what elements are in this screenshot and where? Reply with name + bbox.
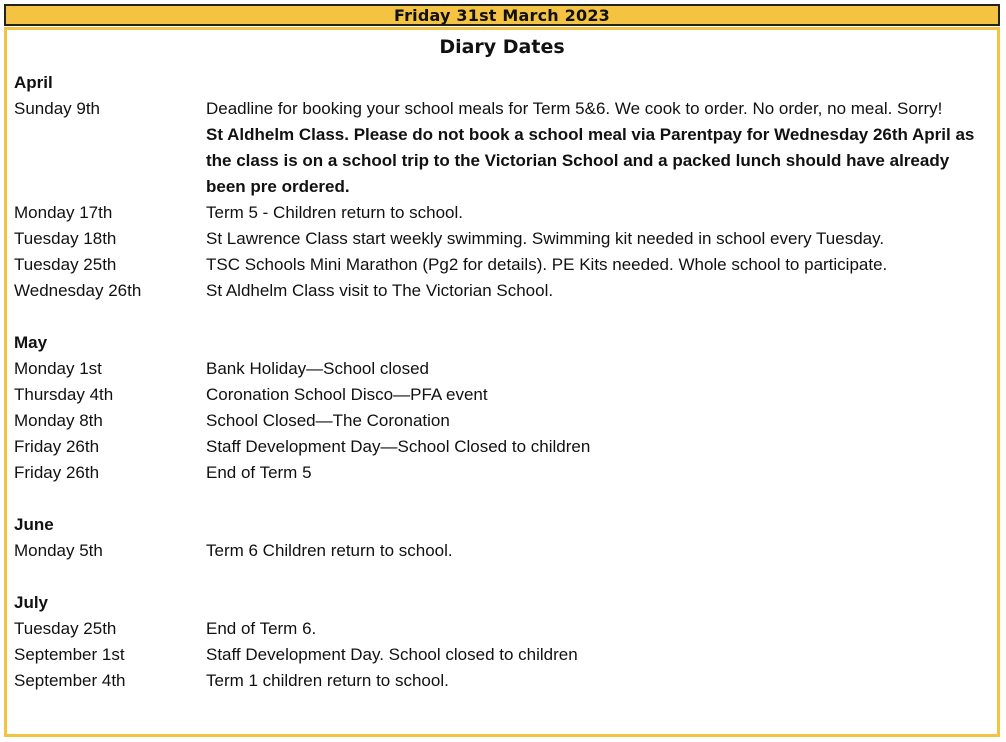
entry-date: Tuesday 25th xyxy=(14,255,117,274)
entry-date: Tuesday 18th xyxy=(14,229,117,248)
entry-description: Coronation School Disco—PFA event xyxy=(206,385,488,404)
entry-date: September 4th xyxy=(14,671,126,690)
entry-date: Monday 17th xyxy=(14,203,113,222)
diary-entry xyxy=(14,616,989,642)
diary-entry xyxy=(14,252,989,278)
section-spacer xyxy=(14,486,989,512)
diary-entry xyxy=(14,408,989,434)
entry-description: Term 1 children return to school. xyxy=(206,671,449,690)
entry-description: Term 5 - Children return to school. xyxy=(206,203,463,222)
diary-entry xyxy=(14,200,989,226)
entry-description: Term 6 Children return to school. xyxy=(206,541,453,560)
entry-description: Bank Holiday—School closed xyxy=(206,359,430,378)
entry-date: Monday 8th xyxy=(14,411,103,430)
entry-date: September 1st xyxy=(14,645,125,664)
entry-description: TSC Schools Mini Marathon (Pg2 for details). PE Kits needed. Whole school to participate. xyxy=(206,255,888,274)
diary-entry xyxy=(14,356,989,382)
newsletter-date-bar xyxy=(4,4,1000,26)
diary-entry xyxy=(14,642,989,668)
diary-entry xyxy=(14,538,989,564)
section-spacer xyxy=(14,564,989,590)
entry-date: Monday 1st xyxy=(14,359,102,378)
entry-date: Thursday 4th xyxy=(14,385,114,404)
panel-title: Diary Dates xyxy=(439,36,565,58)
entry-description: School Closed—The Coronation xyxy=(206,411,450,430)
entry-date: Wednesday 26th xyxy=(14,281,142,300)
month-heading-may: May xyxy=(14,333,48,352)
month-heading-july: July xyxy=(14,593,49,612)
entry-description: End of Term 6. xyxy=(206,619,317,638)
entry-description xyxy=(206,96,989,200)
month-heading-april: April xyxy=(14,73,53,92)
entry-date: Friday 26th xyxy=(14,437,100,456)
entry-date: Tuesday 25th xyxy=(14,619,117,638)
diary-entry xyxy=(14,226,989,252)
entry-description: End of Term 5 xyxy=(206,463,312,482)
month-heading-june: June xyxy=(14,515,54,534)
diary-entry xyxy=(14,278,989,304)
entry-date: Friday 26th xyxy=(14,463,100,482)
diary-entry xyxy=(14,382,989,408)
entry-description: St Lawrence Class start weekly swimming. Swimming kit needed in school every Tuesday. xyxy=(206,229,885,248)
diary-entry xyxy=(14,434,989,460)
entry-description: Staff Development Day. School closed to children xyxy=(206,645,578,664)
entry-date: Monday 5th xyxy=(14,541,103,560)
entry-date: Sunday 9th xyxy=(14,99,101,118)
diary-entry xyxy=(14,460,989,486)
entry-description: St Aldhelm Class visit to The Victorian School. xyxy=(206,281,554,300)
entry-description: Staff Development Day—School Closed to children xyxy=(206,437,591,456)
diary-entry xyxy=(14,96,989,200)
entry-text: Deadline for booking your school meals for Term 5&6. We cook to order. No order, no meal. Sorry! xyxy=(206,99,943,118)
diary-dates-panel xyxy=(4,27,1000,737)
entry-important-note: St Aldhelm Class. Please do not book a school meal via Parentpay for Wednesday 26th April as the class is on a school trip to the Victorian School and a packed lunch should have already been pre ordered. xyxy=(206,125,975,196)
section-spacer xyxy=(14,304,989,330)
diary-entry xyxy=(14,668,989,694)
newsletter-date: Friday 31st March 2023 xyxy=(393,5,611,25)
diary-list xyxy=(14,70,989,694)
